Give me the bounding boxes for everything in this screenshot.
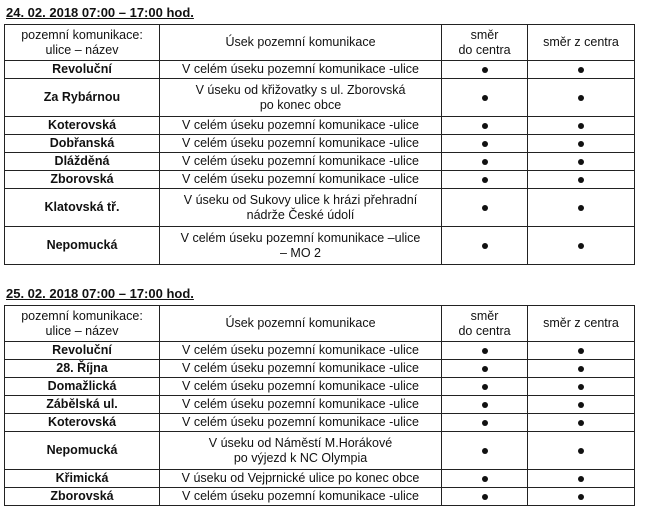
header-section: Úsek pozemní komunikace bbox=[160, 306, 442, 342]
table-row bbox=[5, 171, 635, 189]
bullet-icon bbox=[578, 205, 584, 211]
table-row bbox=[5, 470, 635, 488]
street-name: Domažlická bbox=[5, 378, 160, 396]
street-name: Klatovská tř. bbox=[5, 189, 160, 227]
street-name: Zábělská ul. bbox=[5, 396, 160, 414]
header-to-center: směr do centra bbox=[442, 306, 528, 342]
from-center-cell bbox=[528, 171, 635, 189]
bullet-icon bbox=[482, 402, 488, 408]
bullet-icon bbox=[578, 159, 584, 165]
closure-table bbox=[4, 24, 635, 265]
table-row bbox=[5, 488, 635, 506]
bullet-icon bbox=[482, 243, 488, 249]
bullet-icon bbox=[578, 494, 584, 500]
bullet-icon bbox=[578, 67, 584, 73]
to-center-cell bbox=[442, 470, 528, 488]
table-row bbox=[5, 135, 635, 153]
bullet-icon bbox=[482, 366, 488, 372]
road-section: V celém úseku pozemní komunikace -ulice bbox=[160, 171, 442, 189]
from-center-cell bbox=[528, 189, 635, 227]
table-row bbox=[5, 360, 635, 378]
street-name: Nepomucká bbox=[5, 432, 160, 470]
bullet-icon bbox=[578, 366, 584, 372]
road-section: V celém úseku pozemní komunikace -ulice bbox=[160, 378, 442, 396]
header-from-center: směr z centra bbox=[528, 306, 635, 342]
header-street: pozemní komunikace: ulice – název bbox=[5, 25, 160, 61]
street-name: 28. Října bbox=[5, 360, 160, 378]
table-row bbox=[5, 378, 635, 396]
street-name: Koterovská bbox=[5, 117, 160, 135]
from-center-cell bbox=[528, 414, 635, 432]
road-section: V celém úseku pozemní komunikace –ulice – MO 2 bbox=[160, 227, 442, 265]
closure-table bbox=[4, 305, 635, 506]
table-body bbox=[5, 61, 635, 265]
table-row bbox=[5, 61, 635, 79]
to-center-cell bbox=[442, 227, 528, 265]
table-row bbox=[5, 153, 635, 171]
street-name: Koterovská bbox=[5, 414, 160, 432]
street-name: Dobřanská bbox=[5, 135, 160, 153]
road-section: V úseku od Sukovy ulice k hrázi přehradní nádrže České údolí bbox=[160, 189, 442, 227]
bullet-icon bbox=[482, 420, 488, 426]
to-center-cell bbox=[442, 171, 528, 189]
to-center-cell bbox=[442, 488, 528, 506]
to-center-cell bbox=[442, 378, 528, 396]
table-row bbox=[5, 189, 635, 227]
section-heading: 24. 02. 2018 07:00 – 17:00 hod. bbox=[6, 5, 194, 20]
from-center-cell bbox=[528, 432, 635, 470]
road-section: V celém úseku pozemní komunikace -ulice bbox=[160, 360, 442, 378]
road-section: V celém úseku pozemní komunikace -ulice bbox=[160, 153, 442, 171]
to-center-cell bbox=[442, 189, 528, 227]
from-center-cell bbox=[528, 61, 635, 79]
bullet-icon bbox=[482, 67, 488, 73]
from-center-cell bbox=[528, 117, 635, 135]
bullet-icon bbox=[578, 141, 584, 147]
bullet-icon bbox=[578, 348, 584, 354]
to-center-cell bbox=[442, 61, 528, 79]
bullet-icon bbox=[482, 159, 488, 165]
table-body bbox=[5, 342, 635, 506]
from-center-cell bbox=[528, 470, 635, 488]
table-row bbox=[5, 432, 635, 470]
street-name: Revoluční bbox=[5, 61, 160, 79]
to-center-cell bbox=[442, 342, 528, 360]
bullet-icon bbox=[578, 420, 584, 426]
header-to-center: směr do centra bbox=[442, 25, 528, 61]
table-row bbox=[5, 414, 635, 432]
bullet-icon bbox=[578, 95, 584, 101]
street-name: Dlážděná bbox=[5, 153, 160, 171]
street-name: Revoluční bbox=[5, 342, 160, 360]
road-section: V celém úseku pozemní komunikace -ulice bbox=[160, 488, 442, 506]
road-section: V celém úseku pozemní komunikace -ulice bbox=[160, 414, 442, 432]
table-header-row bbox=[5, 25, 635, 61]
bullet-icon bbox=[482, 141, 488, 147]
header-from-center: směr z centra bbox=[528, 25, 635, 61]
road-section: V úseku od Náměstí M.Horákové po výjezd k NC Olympia bbox=[160, 432, 442, 470]
to-center-cell bbox=[442, 360, 528, 378]
from-center-cell bbox=[528, 488, 635, 506]
bullet-icon bbox=[482, 95, 488, 101]
table-row bbox=[5, 117, 635, 135]
road-section: V celém úseku pozemní komunikace -ulice bbox=[160, 135, 442, 153]
header-street: pozemní komunikace: ulice – název bbox=[5, 306, 160, 342]
to-center-cell bbox=[442, 414, 528, 432]
bullet-icon bbox=[578, 243, 584, 249]
from-center-cell bbox=[528, 360, 635, 378]
from-center-cell bbox=[528, 378, 635, 396]
bullet-icon bbox=[482, 494, 488, 500]
bullet-icon bbox=[482, 348, 488, 354]
street-name: Za Rybárnou bbox=[5, 79, 160, 117]
street-name: Zborovská bbox=[5, 488, 160, 506]
road-section: V celém úseku pozemní komunikace -ulice bbox=[160, 61, 442, 79]
bullet-icon bbox=[482, 448, 488, 454]
bullet-icon bbox=[482, 384, 488, 390]
from-center-cell bbox=[528, 135, 635, 153]
table-header-row bbox=[5, 306, 635, 342]
to-center-cell bbox=[442, 153, 528, 171]
to-center-cell bbox=[442, 396, 528, 414]
bullet-icon bbox=[482, 123, 488, 129]
table-row bbox=[5, 227, 635, 265]
bullet-icon bbox=[578, 402, 584, 408]
closure-section-1 bbox=[4, 4, 634, 265]
section-heading: 25. 02. 2018 07:00 – 17:00 hod. bbox=[6, 286, 194, 301]
from-center-cell bbox=[528, 79, 635, 117]
street-name: Zborovská bbox=[5, 171, 160, 189]
bullet-icon bbox=[578, 448, 584, 454]
table-row bbox=[5, 342, 635, 360]
bullet-icon bbox=[482, 177, 488, 183]
road-section: V celém úseku pozemní komunikace -ulice bbox=[160, 396, 442, 414]
bullet-icon bbox=[482, 476, 488, 482]
header-section: Úsek pozemní komunikace bbox=[160, 25, 442, 61]
from-center-cell bbox=[528, 342, 635, 360]
to-center-cell bbox=[442, 117, 528, 135]
to-center-cell bbox=[442, 135, 528, 153]
table-row bbox=[5, 396, 635, 414]
closure-section-2 bbox=[4, 285, 634, 506]
street-name: Nepomucká bbox=[5, 227, 160, 265]
to-center-cell bbox=[442, 79, 528, 117]
table-row bbox=[5, 79, 635, 117]
road-section: V celém úseku pozemní komunikace -ulice bbox=[160, 342, 442, 360]
road-section: V celém úseku pozemní komunikace -ulice bbox=[160, 117, 442, 135]
bullet-icon bbox=[578, 384, 584, 390]
from-center-cell bbox=[528, 396, 635, 414]
to-center-cell bbox=[442, 432, 528, 470]
from-center-cell bbox=[528, 153, 635, 171]
from-center-cell bbox=[528, 227, 635, 265]
bullet-icon bbox=[482, 205, 488, 211]
bullet-icon bbox=[578, 177, 584, 183]
road-section: V úseku od Vejprnické ulice po konec obce bbox=[160, 470, 442, 488]
street-name: Křimická bbox=[5, 470, 160, 488]
bullet-icon bbox=[578, 476, 584, 482]
road-section: V úseku od křižovatky s ul. Zborovská po konec obce bbox=[160, 79, 442, 117]
bullet-icon bbox=[578, 123, 584, 129]
